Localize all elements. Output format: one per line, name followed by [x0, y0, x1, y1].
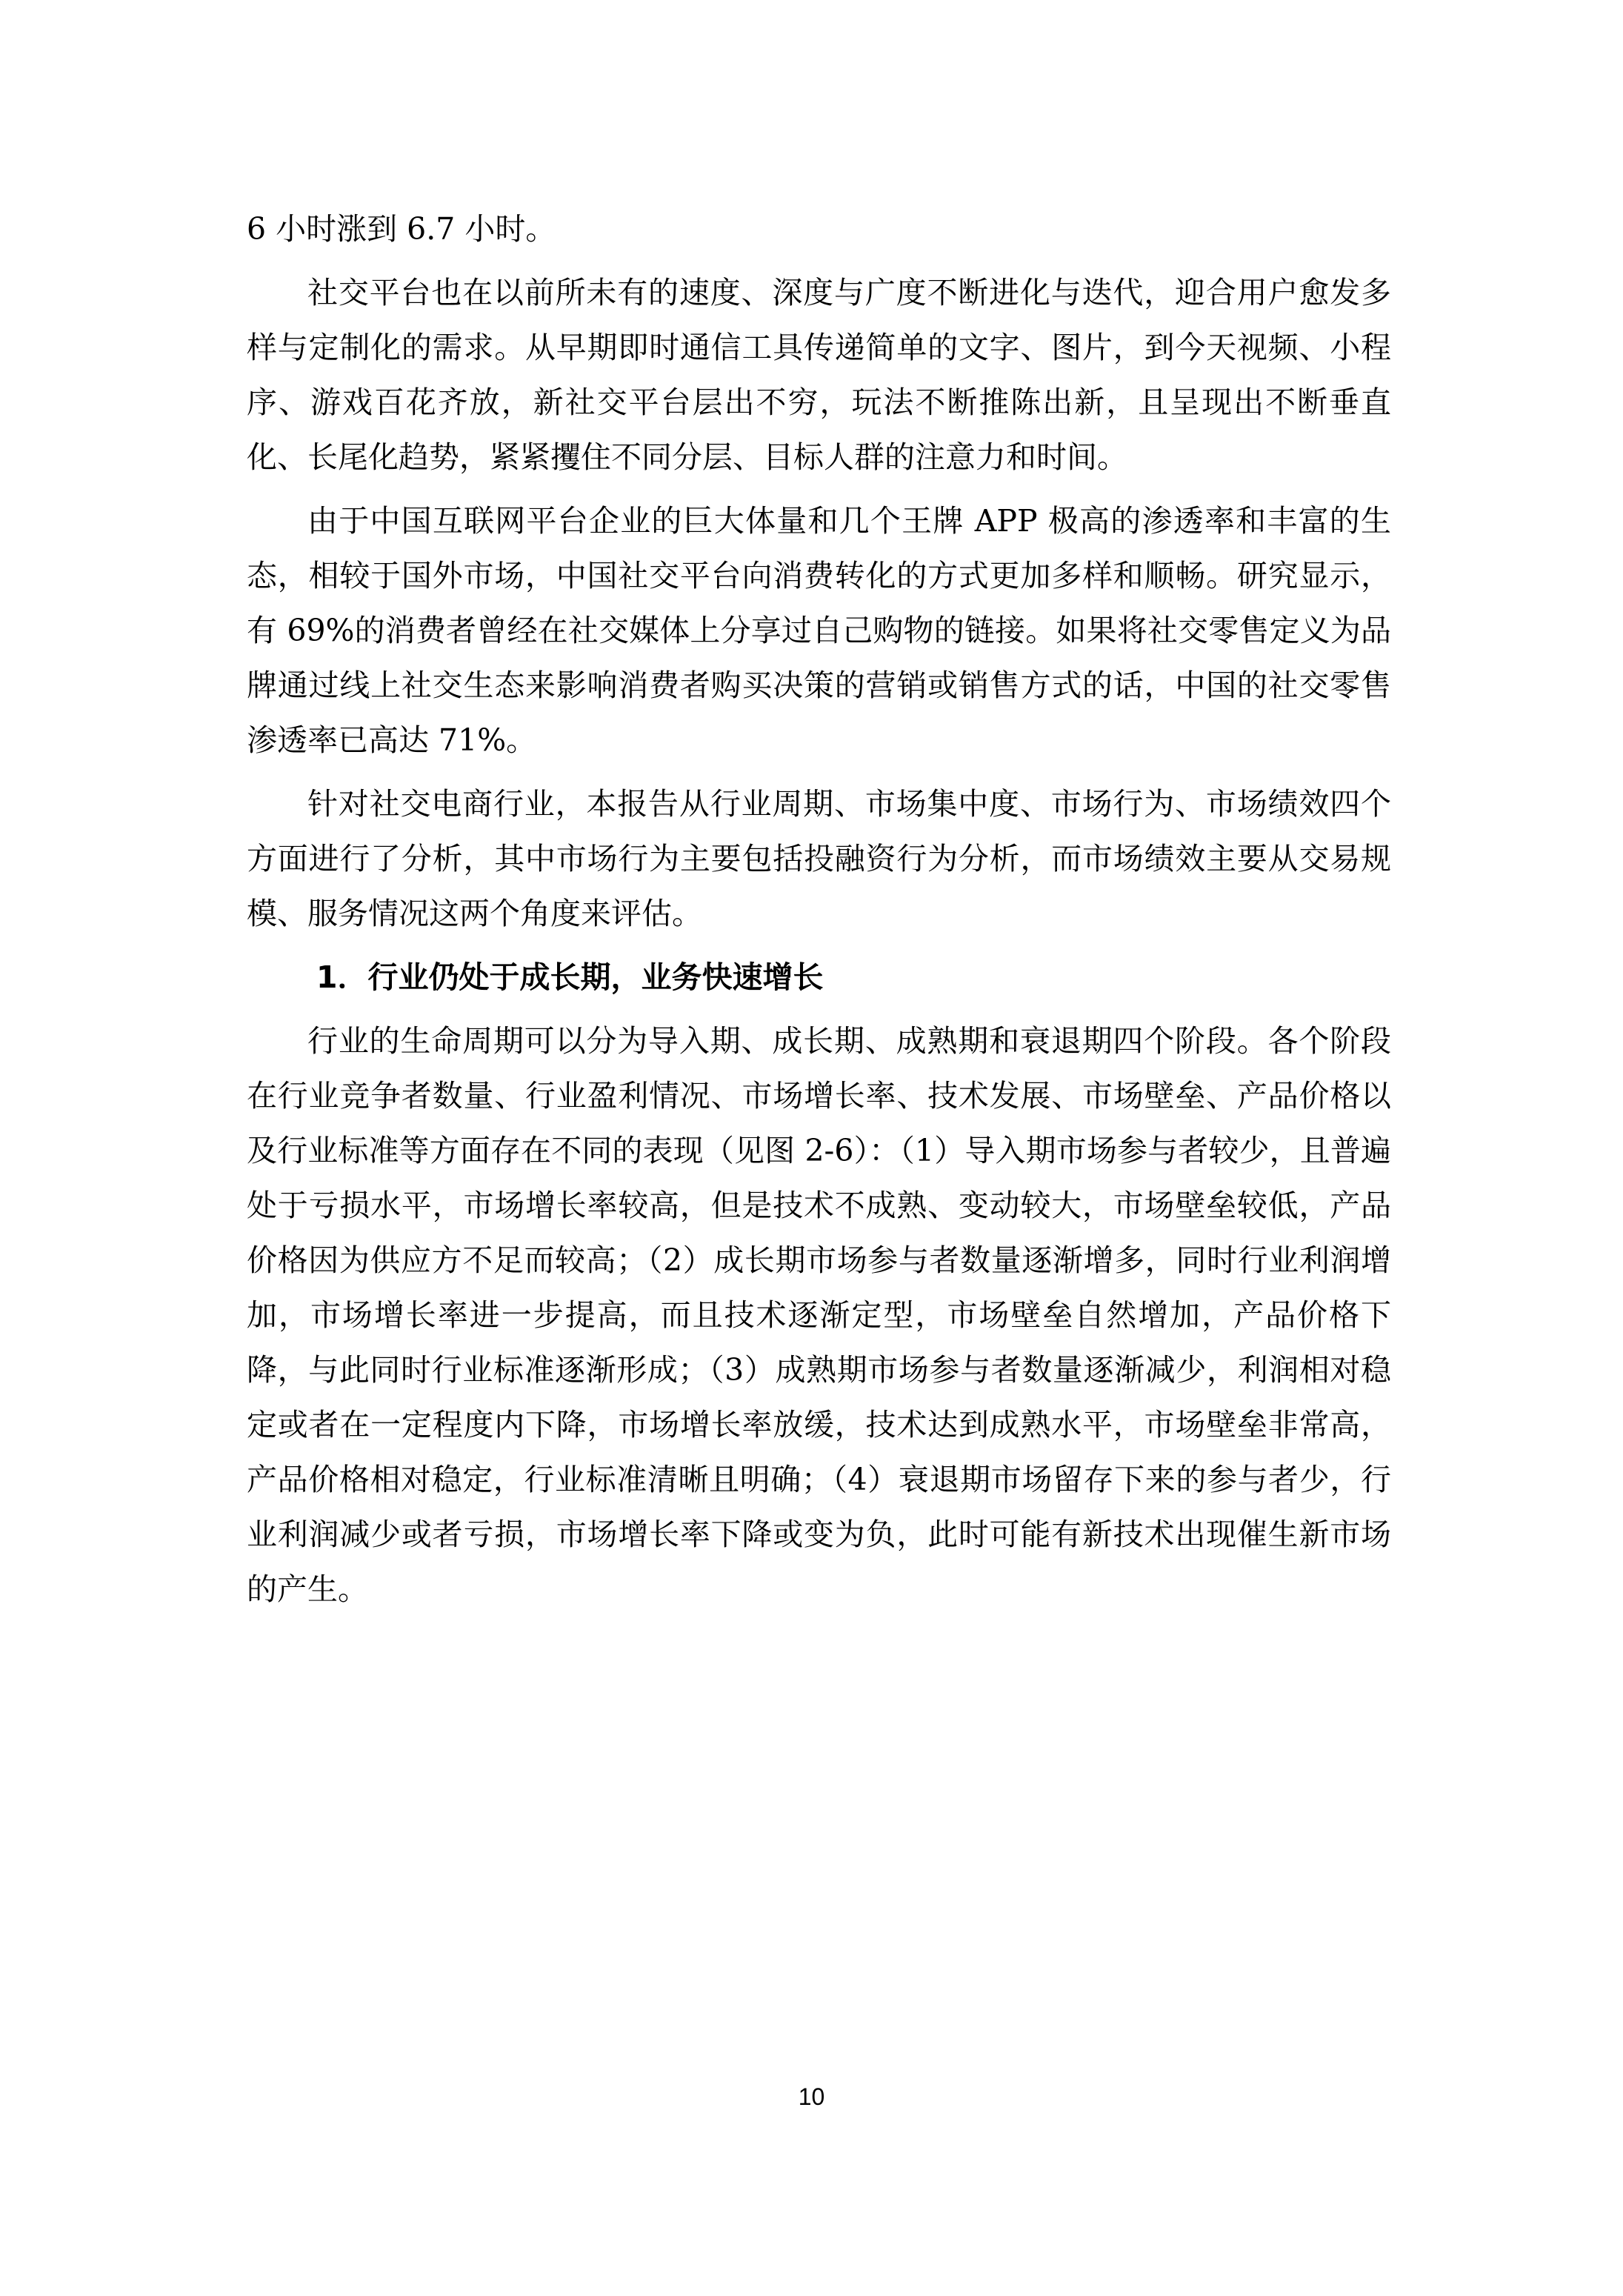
document-body: [247, 202, 1391, 1625]
page-number: 10: [798, 2083, 825, 2110]
paragraph-social-platform-evolution: 社交平台也在以前所未有的速度、深度与广度不断进化与迭代，迎合用户愈发多样与定制化的需求。从早期即时通信工具传递简单的文字、图片，到今天视频、小程序、游戏百花齐放，新社交平台层出不穷，玩法不断推陈出新，且呈现出不断垂直化、长尾化趋势，紧紧攫住不同分层、目标人群的注意力和时间。: [247, 275, 1391, 475]
paragraph-china-social-retail: 由于中国互联网平台企业的巨大体量和几个王牌 APP 极高的渗透率和丰富的生态，相较于国外市场，中国社交平台向消费转化的方式更加多样和顺畅。研究显示，有 69%的消费者曾经在社交媒体上分享过自己购物的链接。如果将社交零售定义为品牌通过线上社交生态来影响消费者购买决策的营销或销售方式的话，中国的社交零售渗透率已高达 71%。: [247, 503, 1391, 758]
paragraph-continuation: 6 小时涨到 6.7 小时。: [247, 211, 556, 247]
paragraph-industry-lifecycle: 行业的生命周期可以分为导入期、成长期、成熟期和衰退期四个阶段。各个阶段在行业竞争者数量、行业盈利情况、市场增长率、技术发展、市场壁垒、产品价格以及行业标准等方面存在不同的表现（见图 2-6）：（1）导入期市场参与者较少，且普遍处于亏损水平，市场增长率较高，但是技术不成熟、变动较大，市场壁垒较低，产品价格因为供应方不足而较高；（2）成长期市场参与者数量逐渐增多，同时行业利润增加，市场增长率进一步提高，而且技术逐渐定型，市场壁垒自然增加，产品价格下降，与此同时行业标准逐渐形成；（3）成熟期市场参与者数量逐渐减少，利润相对稳定或者在一定程度内下降，市场增长率放缓，技术达到成熟水平，市场壁垒非常高，产品价格相对稳定，行业标准清晰且明确；（4）衰退期市场留存下来的参与者少，行业利润减少或者亏损，市场增长率下降或变为负，此时可能有新技术出现催生新市场的产生。: [247, 1023, 1391, 1607]
paragraph-report-scope: 针对社交电商行业，本报告从行业周期、市场集中度、市场行为、市场绩效四个方面进行了分析，其中市场行为主要包括投融资行为分析，而市场绩效主要从交易规模、服务情况这两个角度来评估。: [247, 786, 1391, 931]
section-heading: 1．行业仍处于成长期，业务快速增长: [316, 959, 824, 995]
